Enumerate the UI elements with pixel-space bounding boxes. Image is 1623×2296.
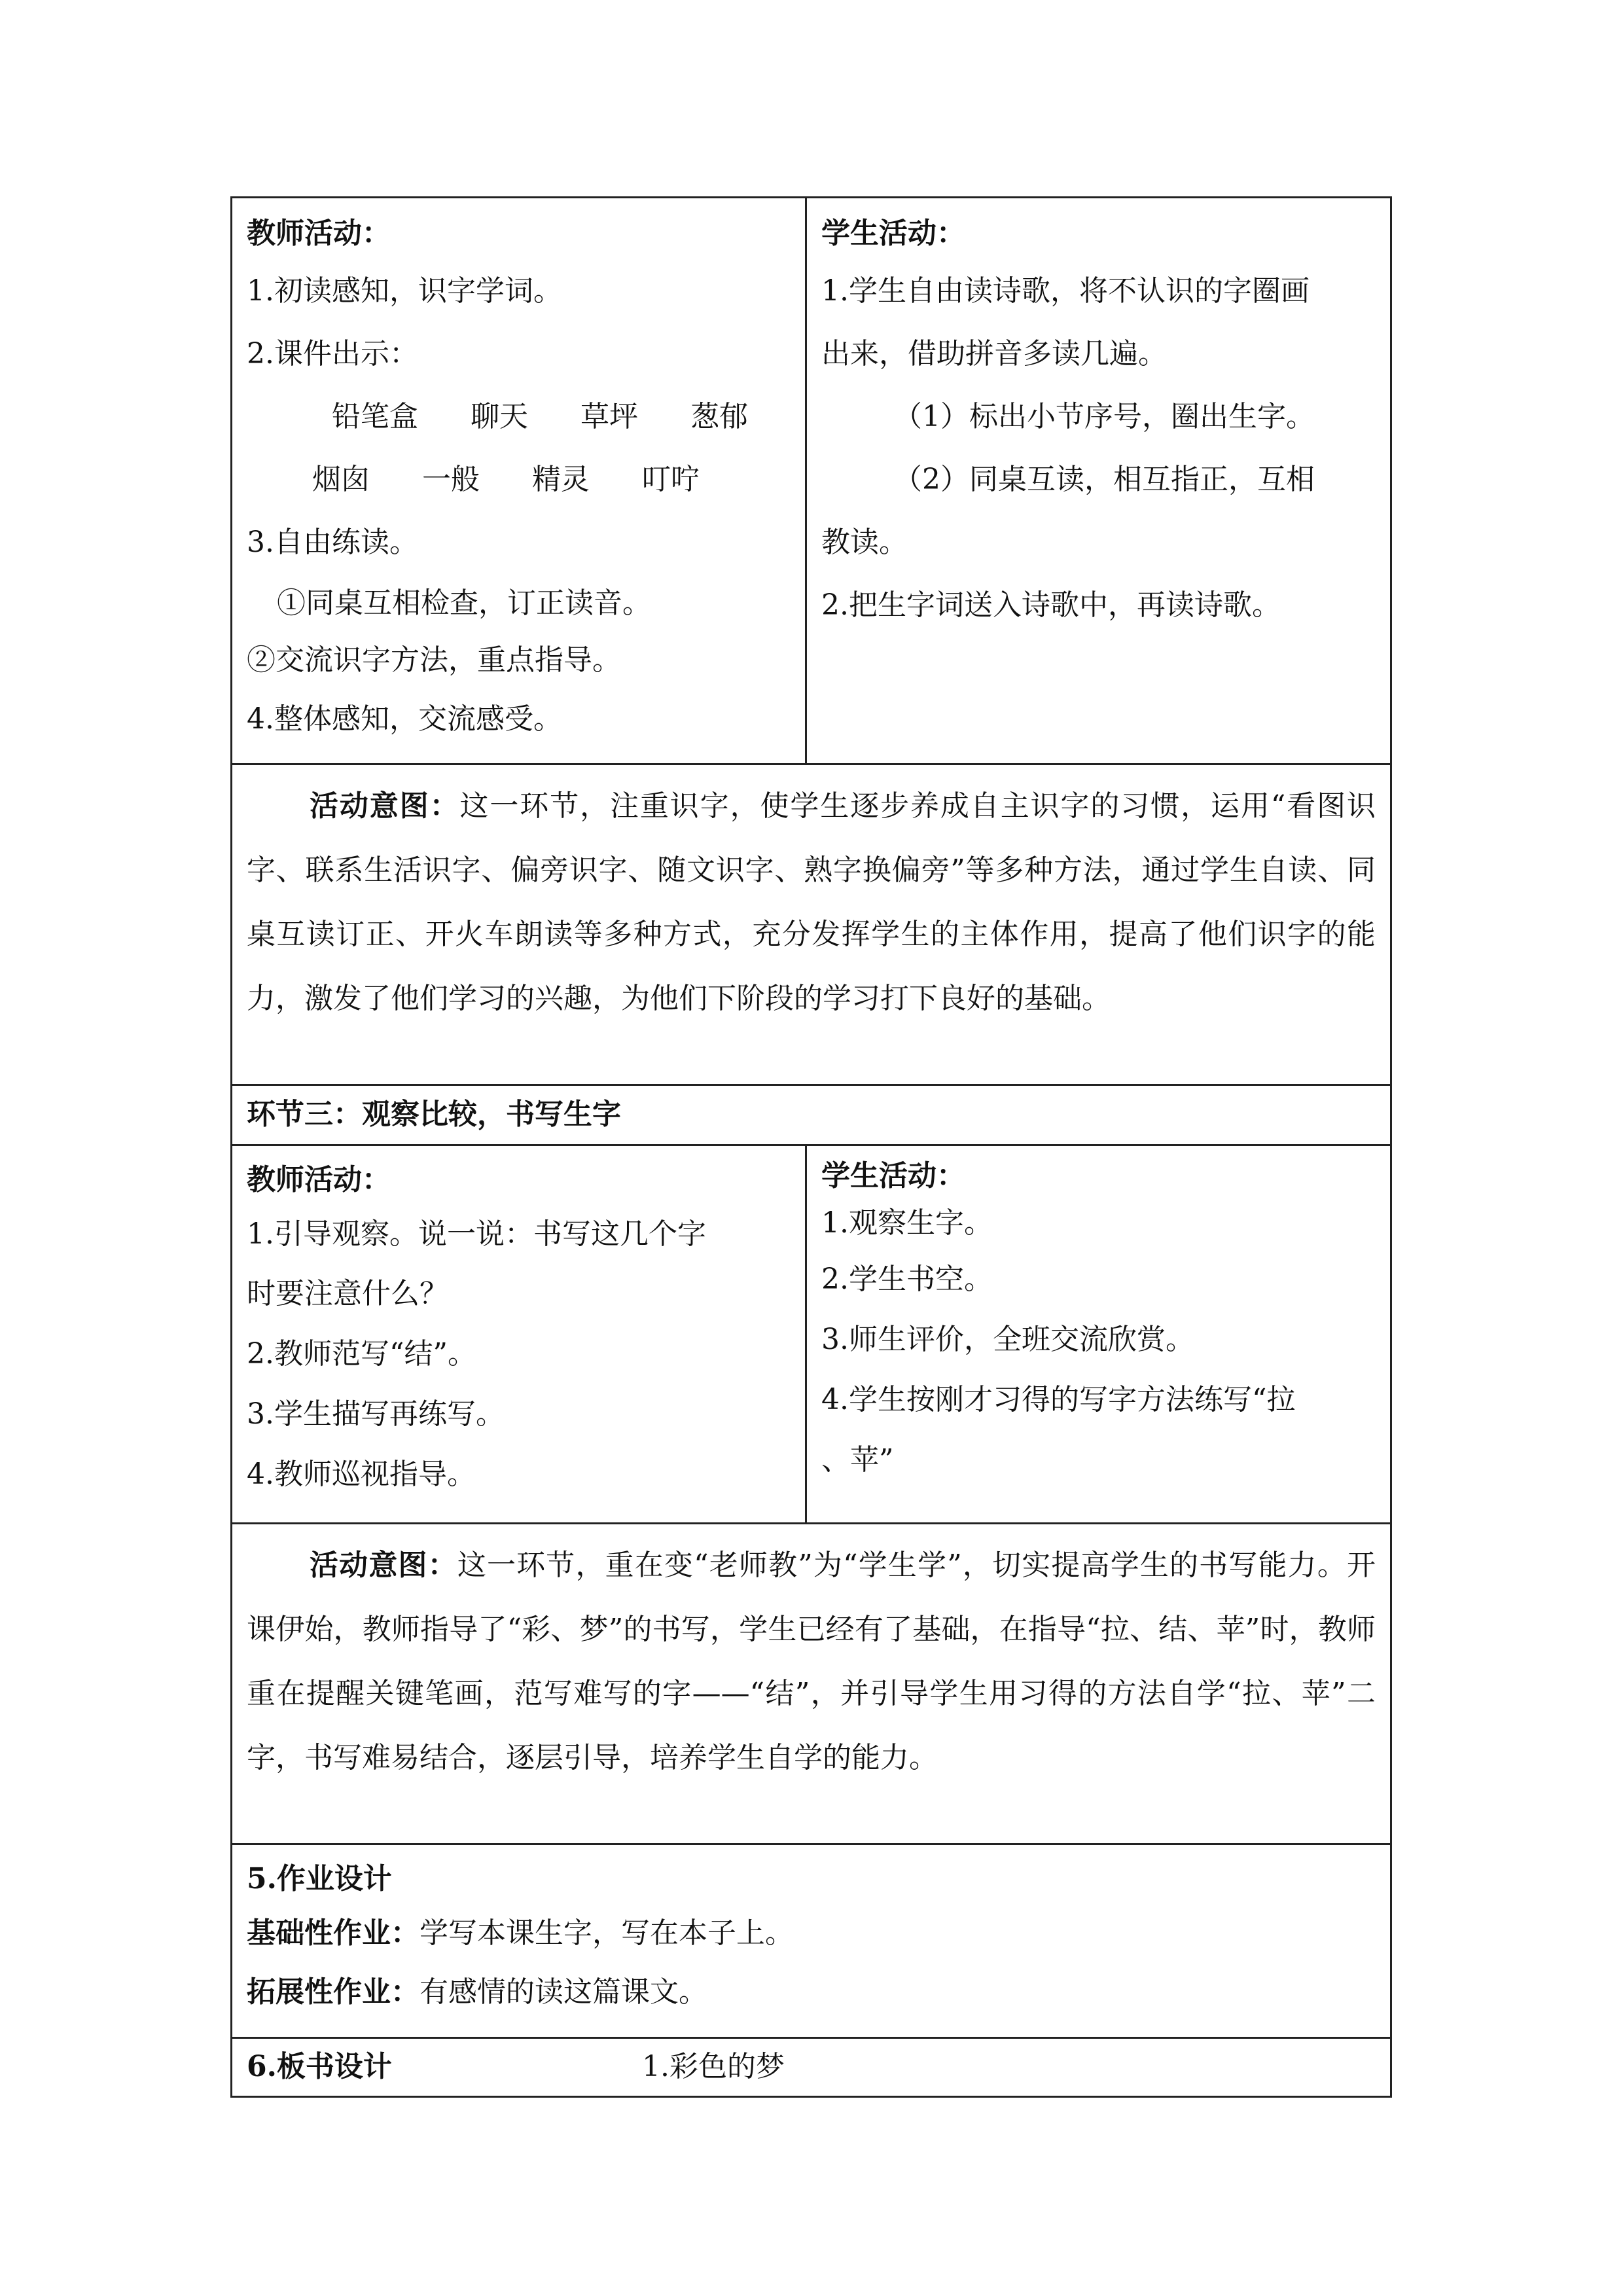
section-title-cell	[232, 1085, 1391, 1145]
homework-basic	[247, 1904, 1376, 1963]
activities-row-2	[232, 1145, 1391, 1524]
word: 铅笔盒	[332, 400, 418, 433]
intent-row-2	[232, 1524, 1391, 1844]
intent-cell-2	[232, 1524, 1391, 1844]
teacher2-line-4: 4.教师巡视指导。	[247, 1458, 476, 1491]
word: 草坪	[580, 400, 638, 433]
student2-line-1: 1.观察生字。	[821, 1206, 993, 1240]
section-title: 环节三：观察比较，书写生字	[247, 1098, 621, 1131]
intent-label-2: 活动意图：	[310, 1549, 457, 1582]
teacher-line-5: ②交流识字方法，重点指导。	[247, 643, 621, 677]
basic-label: 基础性作业：	[247, 1916, 419, 1950]
student2-line-2: 2.学生书空。	[821, 1263, 993, 1296]
teacher-activity-cell-2	[232, 1145, 806, 1524]
word: 叮咛	[642, 463, 700, 496]
homework-extended	[247, 1963, 1376, 2022]
homework-cell	[232, 1844, 1391, 2038]
teacher2-line-2: 2.教师范写“结”。	[247, 1337, 476, 1371]
student-sub-2a: （2）同桌互读，相互指正，互相	[893, 463, 1315, 496]
section-title-row	[232, 1085, 1391, 1145]
student-activity-cell	[806, 198, 1391, 764]
teacher-activity-cell	[232, 198, 806, 764]
board-row	[232, 2038, 1391, 2097]
student2-line-4b: 、苹”	[821, 1443, 894, 1477]
teacher-line-6: 4.整体感知，交流感受。	[247, 702, 562, 736]
word: 聊天	[471, 400, 528, 433]
intent-text: 这一环节，注重识字，使学生逐步养成自主识字的习惯，运用“看图识字、联系生活识字、偏旁识字、随文识字、熟字换偏旁”等多种方法，通过学生自读、同桌互读订正、开火车朗读等多种方式，充分发挥学生的主体作用，提高了他们识字的能力，激发了他们学习的兴趣，为他们下阶段的学习打下良好的基础。	[247, 789, 1376, 1015]
intent-text-2: 这一环节，重在变“老师教”为“学生学”，切实提高学生的书写能力。开课伊始，教师指导了“彩、梦”的书写，学生已经有了基础，在指导“拉、结、苹”时，教师重在提醒关键笔画，范写难写的字——“结”，并引导学生用习得的方法自学“拉、苹”二字，书写难易结合，逐层引导，培养学生自学的能力。	[247, 1549, 1376, 1774]
word: 一般	[422, 463, 480, 496]
student-line-1a: 1.学生自由读诗歌，将不认识的字圈画	[821, 274, 1310, 308]
student-heading: 学生活动：	[821, 217, 965, 250]
extended-label: 拓展性作业：	[247, 1975, 419, 2009]
intent-row-1	[232, 764, 1391, 1085]
intent-paragraph-1	[247, 774, 1376, 1031]
intent-label: 活动意图：	[310, 789, 460, 823]
teacher-heading: 教师活动：	[247, 217, 391, 250]
teacher-line-2: 2.课件出示：	[247, 337, 418, 370]
lesson-plan-table	[230, 196, 1392, 2098]
homework-title: 5.作业设计	[247, 1862, 392, 1895]
teacher2-line-3: 3.学生描写再练写。	[247, 1397, 505, 1431]
student-line-2: 2.把生字词送入诗歌中，再读诗歌。	[821, 588, 1281, 622]
word-row-1	[247, 386, 791, 448]
teacher2-line-1a: 1.引导观察。说一说：书写这几个字	[247, 1217, 706, 1251]
teacher-line-1: 1.初读感知，识字学词。	[247, 274, 562, 308]
word: 葱郁	[690, 400, 748, 433]
student-sub-2b: 教读。	[821, 526, 908, 559]
word: 烟囱	[312, 463, 370, 496]
word: 精灵	[532, 463, 590, 496]
intent-paragraph-2	[247, 1534, 1376, 1790]
student-heading-2: 学生活动：	[821, 1159, 965, 1193]
basic-text: 学写本课生字，写在本子上。	[419, 1916, 794, 1950]
teacher-heading-2: 教师活动：	[247, 1163, 391, 1196]
teacher-line-4: ①同桌互相检查，订正读音。	[277, 586, 651, 620]
student-activity-cell-2	[806, 1145, 1391, 1524]
word-row-2	[247, 448, 791, 511]
teacher2-line-1b: 时要注意什么？	[247, 1277, 448, 1310]
board-cell	[232, 2038, 1391, 2097]
teacher-line-3: 3.自由练读。	[247, 526, 418, 559]
student2-line-4a: 4.学生按刚才习得的写字方法练写“拉	[821, 1383, 1296, 1416]
student2-line-3: 3.师生评价，全班交流欣赏。	[821, 1323, 1194, 1356]
intent-cell-1	[232, 764, 1391, 1085]
extended-text: 有感情的读这篇课文。	[419, 1975, 707, 2009]
activities-row-1	[232, 198, 1391, 764]
board-item: 1.彩色的梦	[642, 2050, 785, 2083]
board-title: 6.板书设计	[247, 2050, 392, 2083]
homework-row	[232, 1844, 1391, 2038]
student-line-1b: 出来，借助拼音多读几遍。	[821, 337, 1167, 370]
student-sub-1: （1）标出小节序号，圈出生字。	[893, 400, 1315, 433]
